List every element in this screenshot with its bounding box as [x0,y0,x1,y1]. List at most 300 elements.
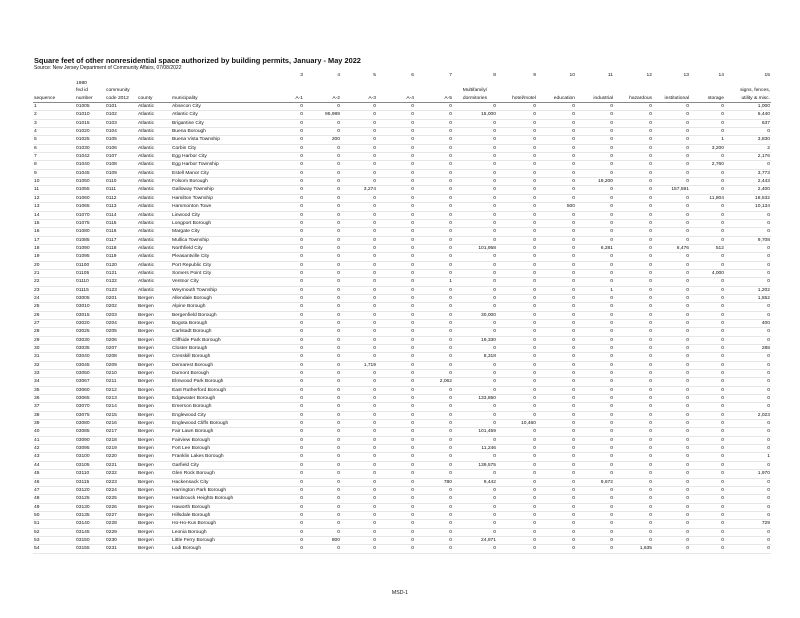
column-number [137,72,171,80]
table-cell: 0 [576,461,614,469]
table-cell: 0 [576,470,614,478]
table-cell: 0 [415,136,453,144]
table-row [33,428,771,436]
table-cell: 0 [576,403,614,411]
table-cell: 0 [377,178,415,186]
table-cell: 10 [33,178,75,186]
table-cell: 0 [614,495,653,503]
header-cell: county [137,95,171,103]
table-cell: 0216 [105,420,137,428]
table-row [33,294,771,302]
table-cell: 0115 [105,219,137,227]
table-cell: Cresskill Borough [171,353,269,361]
table-cell: 0 [415,161,453,169]
table-cell: 0 [341,486,377,494]
table-cell: 5 [33,136,75,144]
table-cell: 0 [725,420,771,428]
table-cell: 1,552 [725,294,771,302]
table-cell: 3,830 [725,136,771,144]
table-cell: 0 [269,386,304,394]
table-row [33,411,771,419]
table-cell: 0 [415,345,453,353]
column-number: 7 [449,73,452,79]
table-cell: 0 [497,495,537,503]
table-cell: Bergen [137,461,171,469]
table-cell: 0 [537,103,576,111]
table-cell: 0 [614,378,653,386]
table-cell: 0 [690,261,725,269]
table-cell: 0 [377,420,415,428]
table-cell: 0 [269,345,304,353]
table-cell: 0 [690,536,725,544]
table-cell: 03105 [75,461,105,469]
table-cell: 0 [576,186,614,194]
table-cell: 01055 [75,186,105,194]
table-cell: 0 [690,386,725,394]
table-row [33,536,771,544]
table-cell: 0 [537,169,576,177]
table-cell: Galloway Township [171,186,269,194]
table-cell: 0 [690,203,725,211]
table-row [33,119,771,127]
column-number: 9 [533,73,536,79]
table-cell: 0 [377,378,415,386]
table-cell: 0 [304,103,341,111]
table-cell: 0 [497,470,537,478]
table-cell: 0 [415,261,453,269]
table-cell: 0 [341,378,377,386]
table-cell: 0 [269,361,304,369]
table-cell: 0 [341,453,377,461]
table-cell: 0 [415,311,453,319]
table-cell: 23 [33,286,75,294]
table-cell: Atlantic [137,244,171,252]
table-cell: 0 [690,286,725,294]
table-cell: 0 [377,361,415,369]
table-row [33,219,771,227]
table-cell: 0 [576,361,614,369]
table-cell: Atlantic [137,161,171,169]
table-cell: 0117 [105,236,137,244]
table-cell: 0 [269,211,304,219]
table-cell: 0 [269,545,304,553]
permits-table [33,72,771,554]
table-cell: Franklin Lakes Borough [171,453,269,461]
table-cell: Allendale Borough [171,294,269,302]
table-cell: Dumont Borough [171,370,269,378]
table-cell: 0 [497,244,537,252]
table-cell: 0 [653,194,690,202]
table-cell: 0 [725,503,771,511]
table-cell: 2,062 [415,378,453,386]
table-cell: 3,773 [725,169,771,177]
table-row [33,253,771,261]
table-cell: 0 [690,453,725,461]
table-row [33,353,771,361]
table-cell: 0 [690,345,725,353]
table-cell: 0 [341,411,377,419]
table-cell: 0 [537,328,576,336]
table-cell: 0 [614,353,653,361]
table-cell: 2 [33,111,75,119]
table-cell: Bergen [137,370,171,378]
table-cell: 0 [415,303,453,311]
table-cell: 0 [725,436,771,444]
table-cell: 0 [304,545,341,553]
table-cell: 0 [614,361,653,369]
table-cell: 0222 [105,470,137,478]
table-row [33,286,771,294]
table-cell: 0 [653,253,690,261]
table-cell: Atlantic [137,144,171,152]
table-cell: 1 [415,278,453,286]
table-row [33,228,771,236]
table-cell: 0 [415,211,453,219]
table-cell: 0119 [105,253,137,261]
table-cell: 95,989 [304,111,341,119]
table-cell: 0 [537,386,576,394]
table-cell: 0 [415,428,453,436]
table-cell: 0 [497,303,537,311]
table-cell: 0 [537,486,576,494]
table-cell: 0 [497,136,537,144]
table-cell: 101,459 [453,428,497,436]
table-cell: 0 [269,436,304,444]
table-cell: 0 [690,219,725,227]
table-row [33,169,771,177]
table-cell: 0 [341,445,377,453]
table-cell: Bergen [137,345,171,353]
table-cell: 0 [269,536,304,544]
table-row [33,111,771,119]
table-cell: 0 [576,378,614,386]
table-cell: 0 [653,319,690,327]
table-cell: 0 [537,520,576,528]
table-cell: 01025 [75,136,105,144]
table-cell: 0 [377,403,415,411]
table-cell: 0 [614,478,653,486]
table-cell: 0 [269,253,304,261]
table-cell: 0211 [105,378,137,386]
table-cell: 0 [269,261,304,269]
table-cell: 0 [377,244,415,252]
table-row [33,319,771,327]
table-cell: 0 [269,119,304,127]
table-cell: 01015 [75,119,105,127]
table-cell: 31 [33,353,75,361]
table-cell: 0 [415,370,453,378]
table-cell: 0 [453,228,497,236]
table-cell: 0 [497,545,537,553]
table-cell: 0 [377,395,415,403]
table-cell: 03020 [75,319,105,327]
table-cell: 0 [614,420,653,428]
table-cell: 0 [304,403,341,411]
table-cell: 0 [690,378,725,386]
table-cell: 0 [304,144,341,152]
table-cell: 0 [269,319,304,327]
table-row [33,486,771,494]
table-cell: 0 [725,161,771,169]
table-cell: 0 [725,219,771,227]
table-cell: 0 [304,286,341,294]
table-cell: Haworth Borough [171,503,269,511]
table-cell: 0 [377,119,415,127]
table-cell: 0 [497,253,537,261]
table-cell: 8,318 [453,353,497,361]
header-cell: community [106,88,130,94]
table-cell: 03090 [75,436,105,444]
table-cell: 0 [537,403,576,411]
table-cell: 0 [614,411,653,419]
table-cell: 0 [537,370,576,378]
table-cell: 0 [341,470,377,478]
table-cell: Atlantic [137,153,171,161]
table-cell: Bergen [137,495,171,503]
table-cell: 01005 [75,103,105,111]
table-cell: 32 [33,361,75,369]
table-cell: 18 [33,244,75,252]
table-cell: 0 [269,470,304,478]
table-cell: 0 [497,228,537,236]
table-cell: 0 [304,520,341,528]
table-cell: 0 [453,470,497,478]
table-cell: 0204 [105,319,137,327]
table-cell: 01065 [75,203,105,211]
header-cell [171,87,269,94]
table-cell: 0 [341,520,377,528]
table-cell: 20 [33,261,75,269]
table-cell: 0 [725,311,771,319]
table-cell: 0 [304,378,341,386]
table-cell: 0 [653,111,690,119]
table-cell: 0223 [105,478,137,486]
table-cell: 0 [497,403,537,411]
table-cell: 0105 [105,136,137,144]
table-cell: Hillsdale Borough [171,511,269,519]
table-cell: 0109 [105,169,137,177]
table-cell: 0 [415,336,453,344]
column-number: 15 [764,73,770,79]
table-cell: 0 [304,244,341,252]
table-cell: 0120 [105,261,137,269]
table-cell: 0 [653,395,690,403]
table-cell: 48 [33,495,75,503]
table-cell: 0 [341,386,377,394]
table-cell: Somers Point City [171,269,269,277]
table-cell: 0 [497,236,537,244]
table-cell: 26 [33,311,75,319]
table-cell: 40 [33,428,75,436]
table-cell: 0 [304,236,341,244]
table-cell: 10,134 [725,203,771,211]
table-cell: 0 [725,378,771,386]
table-cell: 0 [341,103,377,111]
table-cell: 0 [614,194,653,202]
table-cell: 0 [690,119,725,127]
column-number: 4 [337,73,340,79]
table-cell: 0 [614,244,653,252]
table-cell: 01042 [75,153,105,161]
table-cell: 0 [304,128,341,136]
table-cell: 0 [576,319,614,327]
table-cell: Egg Harbor City [171,153,269,161]
header-cell: hazardous [614,95,653,103]
header-cell: dormitories [453,95,497,103]
table-row [33,303,771,311]
table-cell: 0 [304,311,341,319]
table-cell: 0 [614,136,653,144]
table-row [33,361,771,369]
table-cell: 0 [653,219,690,227]
table-cell: 0 [341,395,377,403]
table-cell: 41 [33,436,75,444]
header-cell [137,87,171,94]
table-cell: 0 [415,294,453,302]
table-row [33,503,771,511]
table-cell: 03115 [75,478,105,486]
table-cell: 0 [576,370,614,378]
table-cell: 0 [725,228,771,236]
table-cell: 0 [653,436,690,444]
table-cell: 0226 [105,503,137,511]
table-header [33,72,771,103]
table-cell: 0 [690,128,725,136]
header-cell: A-1 [269,95,304,103]
table-cell: 0 [576,503,614,511]
table-cell: Bergen [137,503,171,511]
table-cell: 0 [377,144,415,152]
table-cell: 0 [497,345,537,353]
table-cell: 0 [725,528,771,536]
table-cell: 0 [497,161,537,169]
table-cell: 01030 [75,144,105,152]
table-row [33,236,771,244]
table-cell: 24,971 [453,536,497,544]
table-cell: 0 [614,445,653,453]
table-cell: 0 [304,395,341,403]
table-cell: 0219 [105,445,137,453]
table-cell: 0 [497,311,537,319]
header-cell [304,87,341,94]
table-cell: 0 [690,428,725,436]
table-cell: Bergen [137,336,171,344]
table-cell: 0 [377,461,415,469]
table-cell: 0 [453,153,497,161]
table-cell: 0 [497,178,537,186]
table-cell: 0 [453,294,497,302]
table-cell: 0 [341,545,377,553]
table-cell: 01075 [75,219,105,227]
table-cell: 0 [415,119,453,127]
table-cell: 0 [453,319,497,327]
table-cell: 0 [269,269,304,277]
table-cell: 0 [415,503,453,511]
table-cell: 1,635 [614,545,653,553]
table-cell: 0 [269,178,304,186]
table-cell: 2,443 [725,178,771,186]
table-cell: 0 [537,253,576,261]
table-cell: 0 [497,128,537,136]
table-cell: Folsom Borough [171,178,269,186]
table-row [33,128,771,136]
table-cell: 0 [269,194,304,202]
table-cell: 0 [497,453,537,461]
table-cell: 30,000 [453,311,497,319]
table-cell: 0 [269,370,304,378]
header-cell: number [75,95,105,103]
table-cell: 0 [269,411,304,419]
table-cell: 0 [725,461,771,469]
table-cell: 0 [497,436,537,444]
table-cell: Bogota Borough [171,319,269,327]
table-cell: 0 [341,194,377,202]
table-cell: 0 [341,161,377,169]
table-cell: Atlantic [137,211,171,219]
table-cell: 03120 [75,486,105,494]
table-cell: 52 [33,528,75,536]
table-cell: 01070 [75,211,105,219]
table-cell: 30 [33,345,75,353]
table-cell: Atlantic [137,219,171,227]
table-cell: Carlstadt Borough [171,328,269,336]
table-cell: 0 [690,503,725,511]
table-cell: 0 [415,203,453,211]
table-cell: 0 [653,478,690,486]
table-cell: 0 [576,136,614,144]
table-cell: 0 [341,244,377,252]
table-cell: Bergen [137,378,171,386]
table-cell: 0 [690,353,725,361]
table-cell: 47 [33,486,75,494]
table-cell: 1,202 [725,286,771,294]
table-cell: 0 [725,445,771,453]
table-cell: 0 [653,294,690,302]
table-cell: 0 [653,169,690,177]
header-cell [653,87,690,94]
table-cell: 0 [377,328,415,336]
table-cell: 1,970 [725,470,771,478]
column-number: 12 [646,73,652,79]
table-cell: 0214 [105,403,137,411]
table-cell: 0 [576,278,614,286]
table-cell: 0 [576,261,614,269]
table-cell: 0 [415,194,453,202]
table-cell: 0 [304,470,341,478]
table-cell: 0 [377,286,415,294]
table-cell: 0 [453,328,497,336]
table-cell: 0 [415,328,453,336]
column-number [105,72,137,80]
table-cell: 0 [725,253,771,261]
table-cell: 0 [576,161,614,169]
table-cell: 0 [653,345,690,353]
table-cell: 0 [690,403,725,411]
table-cell: 0 [497,378,537,386]
table-cell: 0 [614,261,653,269]
table-cell: 0 [537,119,576,127]
table-cell: 0104 [105,128,137,136]
table-cell: Ventnor City [171,278,269,286]
table-cell: 0 [269,128,304,136]
table-cell: 0 [453,278,497,286]
table-row [33,436,771,444]
table-cell: 3,274 [341,186,377,194]
table-cell: 0 [537,445,576,453]
table-cell: 0 [377,445,415,453]
table-cell: 03150 [75,536,105,544]
table-cell: 6,476 [653,244,690,252]
